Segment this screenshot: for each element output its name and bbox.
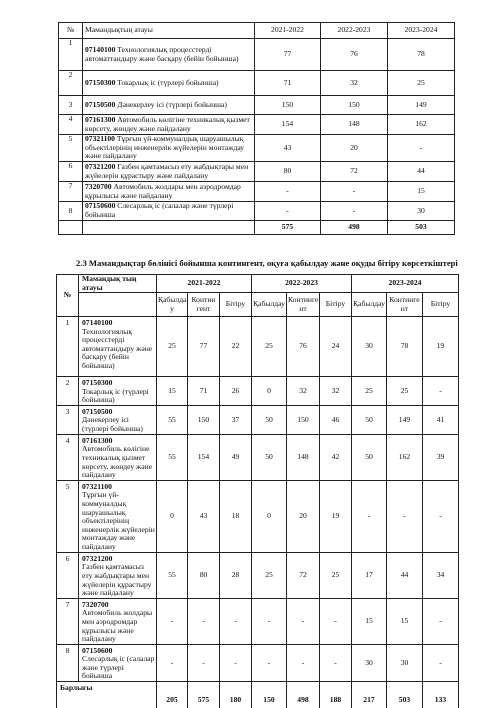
table-row <box>57 552 459 598</box>
total-label: Барлығы <box>57 681 157 708</box>
value-2021-2022: 71 <box>255 71 321 96</box>
specialty-cell <box>79 552 157 598</box>
value-2023-2024: 78 <box>388 39 455 71</box>
specialty-cell <box>83 115 255 135</box>
specialty-cell <box>79 644 157 681</box>
specialty-cell <box>79 598 157 644</box>
value-cell: - <box>423 480 459 552</box>
specialty-cell <box>79 434 157 480</box>
header-year-2021-2022: 2021-2022 <box>157 275 252 293</box>
value-2023-2024: 162 <box>388 115 455 135</box>
value-cell: 25 <box>320 552 352 598</box>
totals-row <box>57 681 459 708</box>
value-cell: - <box>252 644 287 681</box>
specialty-name: Токарлық іс (түрлері бойынша) <box>82 386 149 405</box>
value-cell: - <box>423 644 459 681</box>
value-cell: 0 <box>157 480 188 552</box>
specialty-name: Тұрғын үй-коммуналдық шаруашылық объектілерінің инженерлік жүйелерін монтаждау және пайдалану <box>82 490 155 551</box>
header-specialty-name: Мамандық тың атауы <box>79 275 157 293</box>
value-cell: 55 <box>157 552 188 598</box>
table-row <box>57 598 459 644</box>
empty-cell <box>83 220 255 234</box>
total-cell: 503 <box>387 681 423 708</box>
value-cell: 19 <box>320 480 352 552</box>
value-cell: 148 <box>287 434 320 480</box>
value-cell: - <box>220 644 252 681</box>
value-cell: 30 <box>352 644 387 681</box>
header-year-2022-2023: 2022-2023 <box>321 23 388 39</box>
value-cell: 15 <box>352 598 387 644</box>
specialty-cell <box>83 96 255 115</box>
value-2021-2022: 77 <box>255 39 321 71</box>
value-2023-2024: 149 <box>388 96 455 115</box>
value-2022-2023: 148 <box>321 115 388 135</box>
value-cell: 55 <box>157 405 188 434</box>
value-cell: 46 <box>320 405 352 434</box>
value-2023-2024: - <box>388 135 455 162</box>
row-number: 4 <box>59 115 83 135</box>
value-cell: 55 <box>157 434 188 480</box>
total-cell: 133 <box>423 681 459 708</box>
value-2022-2023: - <box>321 182 388 202</box>
value-cell: 150 <box>287 405 320 434</box>
value-cell: 15 <box>157 377 188 406</box>
table-row <box>59 96 455 115</box>
value-cell: 44 <box>387 552 423 598</box>
value-cell: 37 <box>220 405 252 434</box>
specialty-cell <box>79 317 157 377</box>
row-number: 5 <box>57 480 79 552</box>
table-row <box>59 115 455 135</box>
row-number: 8 <box>59 202 83 220</box>
value-cell: 72 <box>287 552 320 598</box>
total-cell: 205 <box>157 681 188 708</box>
value-2021-2022: 80 <box>255 162 321 182</box>
value-cell: - <box>320 598 352 644</box>
specialty-cell <box>83 39 255 71</box>
specialty-name: Тұрғын үй-коммуналдық шаруашылық объектілерінің инженерлік жүйелерін монтаждау және пайдалану <box>85 134 245 161</box>
specialty-cell <box>79 480 157 552</box>
value-cell: 149 <box>387 405 423 434</box>
value-cell: - <box>188 644 220 681</box>
value-2023-2024: 15 <box>388 182 455 202</box>
specialty-code: 07150300 <box>82 378 113 388</box>
total-cell: 575 <box>188 681 220 708</box>
subheader-contingent: Континге нт <box>287 293 320 317</box>
header-number: № <box>59 23 83 39</box>
empty-cell <box>59 220 83 234</box>
table-header-row <box>59 23 455 39</box>
header-year-2021-2022: 2021-2022 <box>255 23 321 39</box>
row-number: 7 <box>59 182 83 202</box>
value-cell: 17 <box>352 552 387 598</box>
value-2021-2022: 43 <box>255 135 321 162</box>
value-cell: 76 <box>287 317 320 377</box>
value-cell: 71 <box>188 377 220 406</box>
header-number: № <box>57 275 79 317</box>
specialty-cell <box>79 405 157 434</box>
specialty-code: 07321100 <box>82 481 112 491</box>
value-cell: 32 <box>320 377 352 406</box>
row-number: 2 <box>59 71 83 96</box>
totals-row <box>59 220 455 234</box>
specialty-code: 07321100 <box>85 134 115 143</box>
specialty-name: Дәнекерлеу ісі (түрлері бойынша) <box>82 415 143 434</box>
value-cell: 50 <box>352 405 387 434</box>
value-2023-2024: 30 <box>388 202 455 220</box>
value-cell: - <box>387 480 423 552</box>
value-cell: 18 <box>220 480 252 552</box>
admission-graduation-table <box>56 274 459 708</box>
value-cell: 19 <box>423 317 459 377</box>
table-row <box>59 182 455 202</box>
row-number: 6 <box>59 162 83 182</box>
value-cell: - <box>352 480 387 552</box>
value-2022-2023: 20 <box>321 135 388 162</box>
specialty-code: 7320700 <box>82 599 109 609</box>
subheader-graduation: Бітіру <box>220 293 252 317</box>
subheader-graduation: Бітіру <box>423 293 459 317</box>
value-cell: 15 <box>387 598 423 644</box>
specialty-cell <box>83 71 255 96</box>
table-row <box>57 480 459 552</box>
header-year-2023-2024: 2023-2024 <box>352 275 459 293</box>
table-row <box>57 644 459 681</box>
specialty-name: Автомобиль жолдары мен аэродромдар құрылысы және пайдалану <box>82 608 153 644</box>
value-2022-2023: 72 <box>321 162 388 182</box>
value-cell: - <box>423 377 459 406</box>
value-cell: 50 <box>352 434 387 480</box>
value-2021-2022: 154 <box>255 115 321 135</box>
value-2021-2022: 150 <box>255 96 321 115</box>
row-number: 8 <box>57 644 79 681</box>
total-cell: 188 <box>320 681 352 708</box>
table-row <box>57 377 459 406</box>
value-cell: 28 <box>220 552 252 598</box>
value-cell: 25 <box>157 317 188 377</box>
value-cell: 26 <box>220 377 252 406</box>
value-cell: - <box>157 598 188 644</box>
value-2022-2023: - <box>321 202 388 220</box>
specialty-cell <box>83 202 255 220</box>
table-row <box>59 162 455 182</box>
specialty-name: Автомобиль көлігіне техникалық қызмет көрсету, жөндеу және пайдалану <box>85 114 250 133</box>
value-cell: 25 <box>387 377 423 406</box>
value-cell: 80 <box>188 552 220 598</box>
value-cell: 41 <box>423 405 459 434</box>
total-2022-2023: 498 <box>321 220 388 234</box>
value-cell: 42 <box>320 434 352 480</box>
value-2022-2023: 150 <box>321 96 388 115</box>
value-2022-2023: 76 <box>321 39 388 71</box>
value-cell: 162 <box>387 434 423 480</box>
value-cell: 24 <box>320 317 352 377</box>
value-cell: - <box>188 598 220 644</box>
subheader-contingent: Контин гент <box>188 293 220 317</box>
table-row <box>59 71 455 96</box>
specialty-code: 07150600 <box>82 645 113 655</box>
row-number: 1 <box>57 317 79 377</box>
value-cell: 22 <box>220 317 252 377</box>
table-row <box>59 135 455 162</box>
value-2021-2022: - <box>255 182 321 202</box>
subheader-graduation: Бітіру <box>320 293 352 317</box>
specialty-name: Газбен қамтамасыз ету жабдықтары мен жүйелерін құрастыру және пайдалану <box>82 562 152 598</box>
value-cell: 50 <box>252 434 287 480</box>
value-cell: - <box>423 598 459 644</box>
specialty-name: Токарлық іс (түрлері бойынша) <box>117 77 219 87</box>
value-cell: 30 <box>387 644 423 681</box>
specialty-code: 07321200 <box>85 161 116 171</box>
specialty-cell <box>83 135 255 162</box>
value-cell: 78 <box>387 317 423 377</box>
subheader-contingent: Континге нт <box>387 293 423 317</box>
specialty-name: Технологиялық процесстерді автоматтандыру және басқару (бейін бойынша) <box>85 44 239 63</box>
subheader-admission: Қабылдау <box>352 293 387 317</box>
specialty-code: 07140100 <box>82 318 113 328</box>
header-specialty-name: Мамандықтың атауы <box>83 23 255 39</box>
specialty-code: 07161300 <box>82 435 113 445</box>
specialty-code: 07321200 <box>82 553 113 563</box>
table-row <box>57 317 459 377</box>
value-cell: - <box>320 644 352 681</box>
value-cell: 32 <box>287 377 320 406</box>
value-cell: - <box>252 598 287 644</box>
table-row <box>57 405 459 434</box>
value-cell: 150 <box>188 405 220 434</box>
year-header-row <box>57 275 459 293</box>
value-cell: 0 <box>252 480 287 552</box>
row-number: 3 <box>57 405 79 434</box>
value-cell: 30 <box>352 317 387 377</box>
value-2022-2023: 32 <box>321 71 388 96</box>
specialty-code: 7320700 <box>85 181 112 191</box>
specialty-name: Газбен қамтамасыз ету жабдықтары мен жүйелерін құрастыру және пайдалану <box>85 161 249 180</box>
row-number: 1 <box>59 39 83 71</box>
value-cell: 0 <box>252 377 287 406</box>
total-2023-2024: 503 <box>388 220 455 234</box>
specialty-name: Технологиялық процесстерді автоматтандыру және басқару (бейін бойынша) <box>82 326 153 371</box>
total-cell: 180 <box>220 681 252 708</box>
value-cell: - <box>287 598 320 644</box>
row-number: 4 <box>57 434 79 480</box>
value-2023-2024: 25 <box>388 71 455 96</box>
value-cell: - <box>220 598 252 644</box>
row-number: 3 <box>59 96 83 115</box>
value-cell: 49 <box>220 434 252 480</box>
specialty-cell <box>83 182 255 202</box>
header-year-2023-2024: 2023-2024 <box>388 23 455 39</box>
total-cell: 217 <box>352 681 387 708</box>
subheader-row <box>57 293 459 317</box>
specialty-cell <box>79 377 157 406</box>
value-cell: 154 <box>188 434 220 480</box>
value-cell: 25 <box>252 317 287 377</box>
total-cell: 498 <box>287 681 320 708</box>
total-2021-2022: 575 <box>255 220 321 234</box>
value-cell: 43 <box>188 480 220 552</box>
specialty-code: 07140100 <box>85 44 116 54</box>
specialty-code: 07150500 <box>82 406 113 416</box>
value-cell: 50 <box>252 405 287 434</box>
value-cell: 20 <box>287 480 320 552</box>
specialty-code: 07150500 <box>85 99 116 109</box>
specialty-name: Слесарлық іс (салалар және түрлері бойынша <box>82 654 155 681</box>
row-number: 2 <box>57 377 79 406</box>
empty-cell <box>79 293 157 317</box>
header-year-2022-2023: 2022-2023 <box>252 275 352 293</box>
row-number: 7 <box>57 598 79 644</box>
table-row <box>59 202 455 220</box>
total-cell: 150 <box>252 681 287 708</box>
specialty-code: 07150600 <box>85 201 116 211</box>
specialty-contingent-table <box>58 22 455 235</box>
value-2021-2022: - <box>255 202 321 220</box>
subheader-admission: Қабылдау <box>252 293 287 317</box>
specialty-code: 07161300 <box>85 114 116 124</box>
specialty-name: Автомобиль жолдары мен аэродромдар құрылысы және пайдалану <box>85 181 241 200</box>
value-cell: 77 <box>188 317 220 377</box>
value-2023-2024: 44 <box>388 162 455 182</box>
value-cell: 25 <box>352 377 387 406</box>
value-cell: - <box>287 644 320 681</box>
row-number: 5 <box>59 135 83 162</box>
value-cell: - <box>157 644 188 681</box>
table-row <box>59 39 455 71</box>
section-title: 2.3 Мамандықтар бөлінісі бойынша контингент, оқуға қабылдау және оқуды бітіру көрсеткіштері <box>76 258 458 268</box>
specialty-name: Слесарлық іс (салалар және түрлері бойынша <box>85 201 234 219</box>
row-number: 6 <box>57 552 79 598</box>
subheader-admission: Қабылда у <box>157 293 188 317</box>
value-cell: 25 <box>252 552 287 598</box>
value-cell: 34 <box>423 552 459 598</box>
value-cell: 39 <box>423 434 459 480</box>
specialty-cell <box>83 162 255 182</box>
specialty-code: 07150300 <box>85 77 116 87</box>
specialty-name: Автомобиль көлігіне техникалық қызмет көрсету, жөндеу және пайдалану <box>82 444 153 480</box>
specialty-name: Дәнекерлеу ісі (түрлері бойынша) <box>117 99 227 109</box>
table-row <box>57 434 459 480</box>
